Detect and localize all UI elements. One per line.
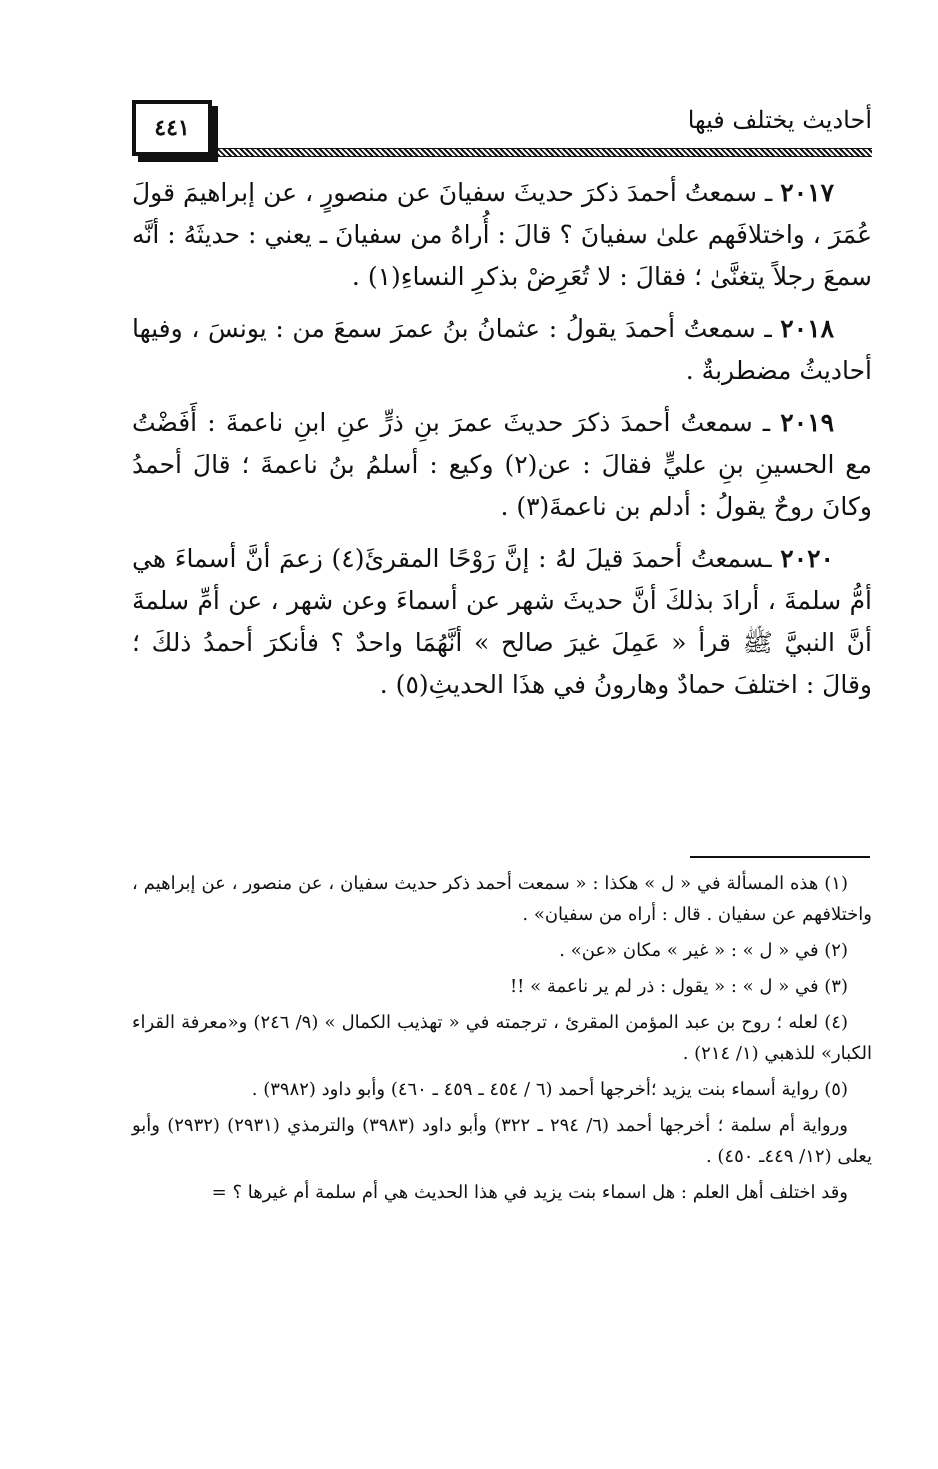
paragraph-2017	[132, 172, 872, 298]
paragraph-text: ـسمعتُ أحمدَ قيلَ لهُ : إنَّ رَوْحًا المقرئَ(٤) زعمَ أنَّ أسماءَ هي أمُّ سلمةَ ، أرادَ بذلكَ أنَّ حديثَ شهر عن أسماءَ وعن شهر ، عن أمِّ سلمةَ أنَّ النبيَّ ﷺ قرأ « عَمِلَ غيرَ صالح » أنَّهُمَا واحدٌ ؟ فأنكرَ أحمدُ ذلكَ ؛ وقالَ : اختلفَ حمادٌ وهارونُ في هذَا الحديثِ(٥) .	[132, 544, 872, 699]
paragraph-2020	[132, 538, 872, 706]
paragraph-text: ـ سمعتُ أحمدَ ذكرَ حديثَ عمرَ بنِ ذرٍّ عنِ ابنِ ناعمةَ : أَفَضْتُ مع الحسينِ بنِ عليٍّ فقالَ : عن(٢) وكيع : أسلمُ بنُ ناعمةَ ؛ قالَ أحمدُ وكانَ روحٌ يقولُ : أدلم بن ناعمةَ(٣) .	[132, 408, 873, 521]
header-rule	[218, 148, 872, 157]
paragraph-text: ـ سمعتُ أحمدَ يقولُ : عثمانُ بنُ عمرَ سمعَ من : يونسَ ، وفيها أحاديثُ مضطربةٌ .	[132, 314, 872, 385]
entry-number: ٢٠١٩	[780, 408, 834, 437]
paragraph-2019	[132, 402, 872, 528]
page-number: ٤٤١	[132, 100, 212, 156]
footnote: ورواية أم سلمة ؛ أخرجها أحمد (٦/ ٢٩٤ ـ ٣٢٢) وأبو داود (٣٩٨٣) والترمذي (٢٩٣١) (٢٩٣٢) وأبو يعلى (١٢/ ٤٤٩ـ ٤٥٠) .	[132, 1115, 872, 1167]
footnote-separator	[690, 856, 870, 858]
footnote: (٢) في « ل » : « غير » مكان «عن» .	[559, 940, 848, 961]
paragraph-text: ـ سمعتُ أحمدَ ذكرَ حديثَ سفيانَ عن منصورٍ ، عن إبراهيمَ قولَ عُمَرَ ، واختلافَهم علىٰ سفيانَ ؟ قالَ : أُراهُ من سفيانَ ـ يعني : حديثَهُ : أنَّه سمعَ رجلاً يتغنَّىٰ ؛ فقالَ : لا تُعَرِضْ بذكرِ النساءِ(١) .	[132, 178, 872, 291]
footnotes	[132, 868, 872, 1213]
running-title: أحاديث يختلف فيها	[687, 106, 872, 134]
paragraph-2018	[132, 308, 872, 392]
footnote: (٣) في « ل » : « يقول : ذر لم ير ناعمة » !!	[509, 976, 848, 997]
footnote: (٤) لعله ؛ روح بن عبد المؤمن المقرئ ، ترجمته في « تهذيب الكمال » (٩/ ٢٤٦) و«معرفة القراء الكبار» للذهبي (١/ ٢١٤) .	[132, 1012, 872, 1064]
footnote: وقد اختلف أهل العلم : هل اسماء بنت يزيد في هذا الحديث هي أم سلمة أم غيرها ؟ =	[211, 1182, 848, 1203]
page-header	[132, 92, 872, 162]
footnote: (٥) رواية أسماء بنت يزيد ؛أخرجها أحمد (٦ / ٤٥٤ ـ ٤٥٩ ـ ٤٦٠) وأبو داود (٣٩٨٢) .	[251, 1079, 848, 1100]
footnote: (١) هذه المسألة في « ل » هكذا : « سمعت أحمد ذكر حديث سفيان ، عن منصور ، عن إبراهيم ، واختلافهم عن سفيان . قال : أراه من سفيان» .	[132, 873, 872, 925]
entry-number: ٢٠٢٠	[780, 544, 834, 573]
main-text	[132, 172, 872, 716]
entry-number: ٢٠١٧	[780, 178, 834, 207]
entry-number: ٢٠١٨	[780, 314, 834, 343]
